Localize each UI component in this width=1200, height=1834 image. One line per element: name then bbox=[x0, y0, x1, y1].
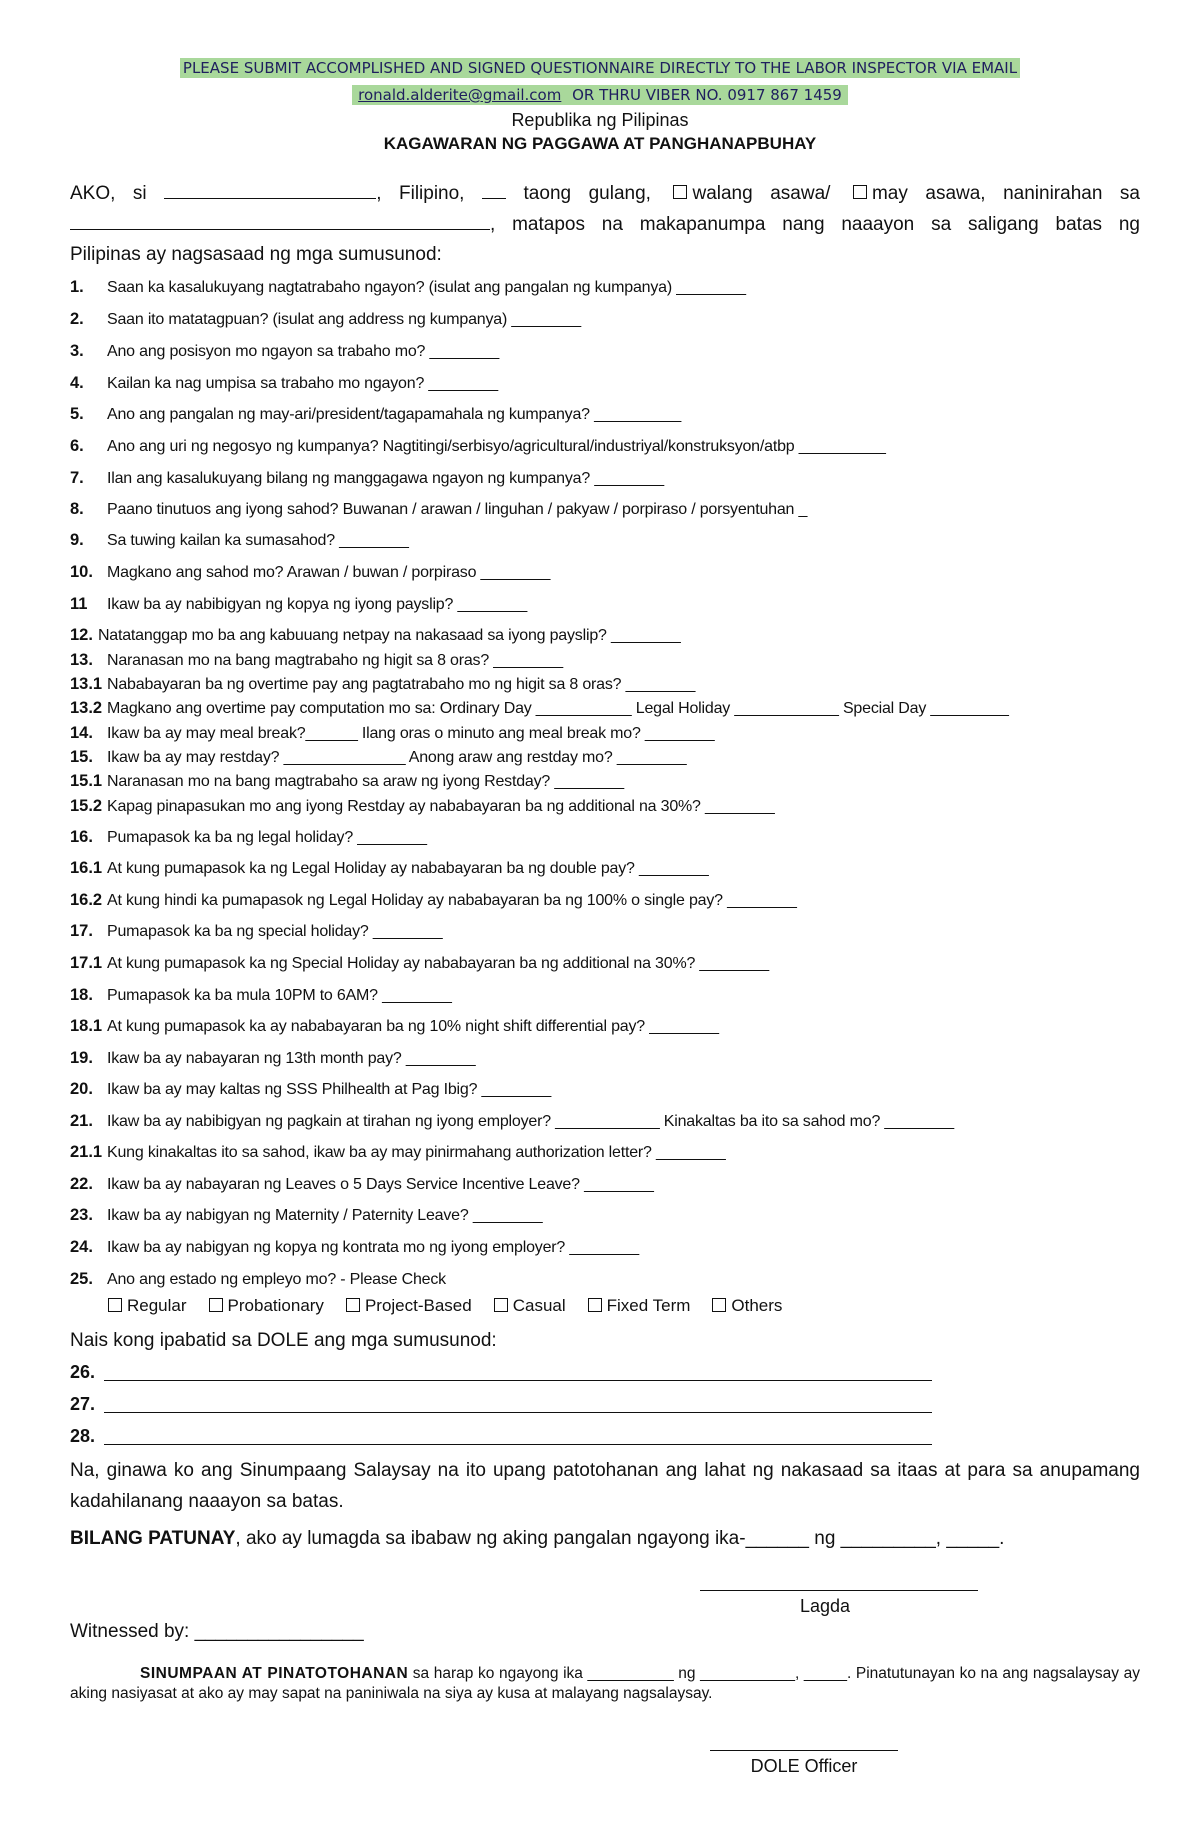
option-others[interactable] bbox=[712, 1296, 782, 1316]
single-checkbox[interactable] bbox=[673, 185, 687, 199]
question-4 bbox=[70, 374, 1170, 393]
question-6 bbox=[70, 437, 1170, 456]
question-number: 7. bbox=[70, 469, 84, 487]
intro-text: , matapos na makapanumpa nang naaayon sa saligang batas ng bbox=[490, 214, 1140, 235]
question-16 bbox=[70, 724, 1170, 743]
checkbox-icon[interactable] bbox=[712, 1298, 726, 1312]
question-text: Magkano ang overtime pay computation mo sa: Ordinary Day ___________ Legal Holiday ____________ Special Day _________ bbox=[107, 700, 1009, 717]
question-5 bbox=[70, 405, 1170, 424]
question-number: 16. bbox=[70, 828, 93, 846]
option-casual[interactable] bbox=[494, 1296, 566, 1316]
question-text: Ano ang pangalan ng may-ari/president/tagapamahala ng kumpanya? __________ bbox=[107, 406, 682, 423]
intro-text: AKO, si bbox=[70, 183, 147, 204]
question-33 bbox=[70, 1238, 1170, 1257]
intro-line-1 bbox=[70, 178, 1140, 209]
question-number: 17.1 bbox=[70, 954, 103, 972]
question-number: 25. bbox=[70, 1270, 93, 1288]
question-number: 13.2 bbox=[70, 699, 103, 717]
question-number: 20. bbox=[70, 1080, 93, 1098]
question-number: 15.2 bbox=[70, 797, 103, 815]
question-9 bbox=[70, 531, 1170, 550]
question-text: At kung hindi ka pumapasok ng Legal Holiday ay nababayaran ba ng 100% o single pay? ________ bbox=[107, 892, 797, 909]
option-label: Others bbox=[731, 1296, 783, 1315]
attestation-text: , ako ay lumagda sa ibabaw ng aking pangalan ngayong ika-______ ng _________, _____. bbox=[235, 1528, 1005, 1549]
question-number: 24. bbox=[70, 1238, 93, 1256]
sworn-statement bbox=[70, 1664, 1140, 1704]
age-field[interactable] bbox=[482, 182, 506, 199]
question-text: Ikaw ba ay may kaltas ng SSS Philhealth at Pag Ibig? ________ bbox=[107, 1081, 552, 1098]
question-number: 8. bbox=[70, 500, 84, 518]
question-number: 2. bbox=[70, 310, 84, 328]
question-number: 11 bbox=[70, 595, 88, 613]
name-field[interactable] bbox=[164, 182, 376, 199]
option-label: Casual bbox=[512, 1296, 566, 1315]
question-11 bbox=[70, 595, 1170, 614]
question-text: Ano ang uri ng negosyo ng kumpanya? Nagtitingi/serbisyo/agricultural/industriyal/konstruksyon/atbp __________ bbox=[107, 438, 886, 455]
option-probationary[interactable] bbox=[209, 1296, 324, 1316]
option-label: Fixed Term bbox=[606, 1296, 691, 1315]
republic-heading: Republika ng Pilipinas bbox=[511, 110, 689, 130]
question-text: Ano ang estado ng empleyo mo? - Please Check bbox=[107, 1271, 446, 1288]
report-line-26[interactable] bbox=[70, 1362, 95, 1383]
attestation-bold: BILANG PATUNAY bbox=[70, 1528, 236, 1549]
question-number: 10. bbox=[70, 563, 93, 581]
question-number: 16.2 bbox=[70, 891, 103, 909]
question-number: 16.1 bbox=[70, 859, 103, 877]
option-fixed-term[interactable] bbox=[588, 1296, 691, 1316]
question-15 bbox=[70, 699, 1170, 718]
submission-banner-line1 bbox=[0, 59, 1200, 77]
sworn-text: sa harap ko ngayong ika __________ ng ___________, _____. Pinatutunayan ko na ang nagsalaysay ay aking nasiyasat at ako ay may sapat na paniniwala na siya ay kusa at malayang nagsalaysay. bbox=[70, 1665, 1140, 1702]
report-line-number: 27. bbox=[70, 1394, 96, 1414]
question-number: 22. bbox=[70, 1175, 93, 1193]
question-text: At kung pumapasok ka ng Legal Holiday ay nababayaran ba ng double pay? ________ bbox=[107, 860, 709, 877]
question-text: Naranasan mo na bang magtrabaho ng higit sa 8 oras? ________ bbox=[107, 652, 563, 669]
question-text: Ikaw ba ay nabayaran ng Leaves o 5 Days Service Incentive Leave? ________ bbox=[107, 1176, 654, 1193]
option-regular[interactable] bbox=[108, 1296, 187, 1316]
question-text: Pumapasok ka ba mula 10PM to 6AM? ________ bbox=[107, 987, 452, 1004]
question-number: 12. bbox=[70, 626, 93, 644]
signature-label: Lagda bbox=[799, 1596, 851, 1616]
question-19 bbox=[70, 797, 1170, 816]
question-14 bbox=[70, 675, 1170, 694]
question-text: Ikaw ba ay nabigyan ng kopya ng kontrata mo ng iyong employer? ________ bbox=[107, 1239, 639, 1256]
question-number: 1. bbox=[70, 278, 84, 296]
question-text: Paano tinutuos ang iyong sahod? Buwanan / arawan / linguhan / pakyaw / porpiraso / porsyentuhan _ bbox=[107, 501, 808, 518]
sworn-bold: SINUMPAAN AT PINATOTOHANAN bbox=[140, 1665, 409, 1682]
question-12 bbox=[70, 626, 1170, 645]
question-27 bbox=[70, 1049, 1170, 1068]
question-29 bbox=[70, 1112, 1170, 1131]
question-text: Kapag pinapasukan mo ang iyong Restday ay nababayaran ba ng additional na 30%? ________ bbox=[107, 798, 775, 815]
report-line-27[interactable] bbox=[70, 1394, 95, 1415]
question-18 bbox=[70, 772, 1170, 791]
option-label: Regular bbox=[127, 1296, 187, 1315]
question-number: 13.1 bbox=[70, 675, 103, 693]
question-text: At kung pumapasok ka ng Special Holiday ay nababayaran ba ng additional na 30%? ________ bbox=[107, 955, 770, 972]
question-text: Kailan ka nag umpisa sa trabaho mo ngayon? ________ bbox=[107, 375, 498, 392]
question-26 bbox=[70, 1017, 1170, 1036]
banner-text-1: PLEASE SUBMIT ACCOMPLISHED AND SIGNED QUESTIONNAIRE DIRECTLY TO THE LABOR INSPECTOR VIA EMAIL bbox=[180, 58, 1020, 78]
question-30 bbox=[70, 1143, 1170, 1162]
question-34 bbox=[70, 1270, 1170, 1289]
question-number: 18. bbox=[70, 986, 93, 1004]
question-text: Saan ito matatagpuan? (isulat ang address ng kumpanya) ________ bbox=[107, 311, 581, 328]
question-8 bbox=[70, 500, 1170, 519]
question-25 bbox=[70, 986, 1170, 1005]
question-text: Ikaw ba ay may restday? ______________ Anong araw ang restday mo? ________ bbox=[107, 749, 687, 766]
question-3 bbox=[70, 342, 1170, 361]
question-text: Kung kinakaltas ito sa sahod, ikaw ba ay may pinirmahang authorization letter? ________ bbox=[107, 1144, 726, 1161]
question-text: Ikaw ba ay may meal break?______ Ilang oras o minuto ang meal break mo? ________ bbox=[107, 725, 715, 742]
question-number: 13. bbox=[70, 651, 93, 669]
submission-banner-line2 bbox=[0, 86, 1200, 104]
report-line-28[interactable] bbox=[70, 1426, 95, 1447]
question-number: 5. bbox=[70, 405, 84, 423]
question-number: 23. bbox=[70, 1206, 93, 1224]
question-17 bbox=[70, 748, 1170, 767]
department-heading: KAGAWARAN NG PAGGAWA AT PANGHANAPBUHAY bbox=[383, 134, 817, 153]
question-text: At kung pumapasok ka ay nababayaran ba ng 10% night shift differential pay? ________ bbox=[107, 1018, 719, 1035]
question-number: 14. bbox=[70, 724, 93, 742]
question-text: Magkano ang sahod mo? Arawan / buwan / porpiraso ________ bbox=[107, 564, 551, 581]
checkbox-icon[interactable] bbox=[209, 1298, 223, 1312]
question-text: Ikaw ba ay nabibigyan ng pagkain at tirahan ng iyong employer? ____________ Kinakaltas ba ito sa sahod mo? ________ bbox=[107, 1113, 954, 1130]
question-text: Pumapasok ka ba ng special holiday? ________ bbox=[107, 923, 443, 940]
question-number: 17. bbox=[70, 922, 93, 940]
question-text: Ikaw ba ay nabibigyan ng kopya ng iyong payslip? ________ bbox=[107, 596, 528, 613]
question-21 bbox=[70, 859, 1170, 878]
question-32 bbox=[70, 1206, 1170, 1225]
question-number: 18.1 bbox=[70, 1017, 103, 1035]
intro-line-3: Pilipinas ay nagsasaad ng mga sumusunod: bbox=[70, 244, 442, 265]
question-text: Sa tuwing kailan ka sumasahod? ________ bbox=[107, 532, 409, 549]
question-number: 9. bbox=[70, 531, 84, 549]
officer-label: DOLE Officer bbox=[750, 1756, 858, 1776]
question-10 bbox=[70, 563, 1170, 582]
intro-text: may asawa, naninirahan sa bbox=[871, 183, 1140, 204]
question-number: 19. bbox=[70, 1049, 93, 1067]
intro-text: , Filipino, bbox=[376, 183, 465, 204]
closing-statement: Na, ginawa ko ang Sinumpaang Salaysay na ito upang patotohanan ang lahat ng nakasaad sa itaas at para sa anupamang kadahilanang naaayon sa batas. bbox=[70, 1460, 1140, 1512]
checkbox-icon[interactable] bbox=[346, 1298, 360, 1312]
employment-status-options bbox=[108, 1296, 804, 1316]
option-label: Project-Based bbox=[364, 1296, 472, 1315]
question-text: Ilan ang kasalukuyang bilang ng manggagawa ngayon ng kumpanya? ________ bbox=[107, 470, 664, 487]
question-20 bbox=[70, 828, 1170, 847]
email-link[interactable]: ronald.alderite@gmail.com bbox=[355, 85, 564, 105]
question-24 bbox=[70, 954, 1170, 973]
intro-line-2 bbox=[70, 209, 1140, 240]
witnessed-by: Witnessed by: ________________ bbox=[70, 1621, 364, 1642]
report-line-number: 26. bbox=[70, 1362, 96, 1382]
checkbox-icon[interactable] bbox=[108, 1298, 122, 1312]
question-13 bbox=[70, 651, 1170, 670]
question-23 bbox=[70, 922, 1170, 941]
checkbox-icon[interactable] bbox=[588, 1298, 602, 1312]
question-text: Pumapasok ka ba ng legal holiday? ________ bbox=[107, 829, 427, 846]
question-text: Ikaw ba ay nabigyan ng Maternity / Paternity Leave? ________ bbox=[107, 1207, 543, 1224]
question-number: 15. bbox=[70, 748, 93, 766]
option-label: Probationary bbox=[227, 1296, 324, 1315]
question-22 bbox=[70, 891, 1170, 910]
officer-signature-line[interactable] bbox=[710, 1750, 898, 1751]
intro-text: walang asawa/ bbox=[692, 183, 831, 204]
question-number: 15.1 bbox=[70, 772, 103, 790]
question-1 bbox=[70, 278, 1170, 297]
question-31 bbox=[70, 1175, 1170, 1194]
intro-text: taong gulang, bbox=[523, 183, 651, 204]
question-text: Ikaw ba ay nabayaran ng 13th month pay? ________ bbox=[107, 1050, 476, 1067]
report-line-number: 28. bbox=[70, 1426, 96, 1446]
signature-line[interactable] bbox=[700, 1590, 978, 1591]
question-text: Ano ang posisyon mo ngayon sa trabaho mo? ________ bbox=[107, 343, 500, 360]
question-7 bbox=[70, 469, 1170, 488]
question-28 bbox=[70, 1080, 1170, 1099]
question-text: Saan ka kasalukuyang nagtatrabaho ngayon? (isulat ang pangalan ng kumpanya) ________ bbox=[107, 279, 746, 296]
question-text: Nababayaran ba ng overtime pay ang pagtatrabaho mo ng higit sa 8 oras? ________ bbox=[107, 676, 696, 693]
question-number: 21.1 bbox=[70, 1143, 103, 1161]
attestation-line bbox=[70, 1528, 1004, 1550]
checkbox-icon[interactable] bbox=[494, 1298, 508, 1312]
question-number: 3. bbox=[70, 342, 84, 360]
question-text: Natatanggap mo ba ang kabuuang netpay na nakasaad sa iyong payslip? ________ bbox=[97, 627, 681, 644]
option-project-based[interactable] bbox=[346, 1296, 472, 1316]
question-2 bbox=[70, 310, 1170, 329]
question-number: 6. bbox=[70, 437, 84, 455]
question-text: Naranasan mo na bang magtrabaho sa araw ng iyong Restday? ________ bbox=[107, 773, 624, 790]
address-field[interactable] bbox=[70, 213, 490, 230]
banner-viber-text: OR THRU VIBER NO. 0917 867 1459 bbox=[564, 85, 845, 105]
question-number: 21. bbox=[70, 1112, 93, 1130]
report-lead: Nais kong ipabatid sa DOLE ang mga sumusunod: bbox=[70, 1330, 497, 1351]
question-number: 4. bbox=[70, 374, 84, 392]
married-checkbox[interactable] bbox=[853, 185, 867, 199]
